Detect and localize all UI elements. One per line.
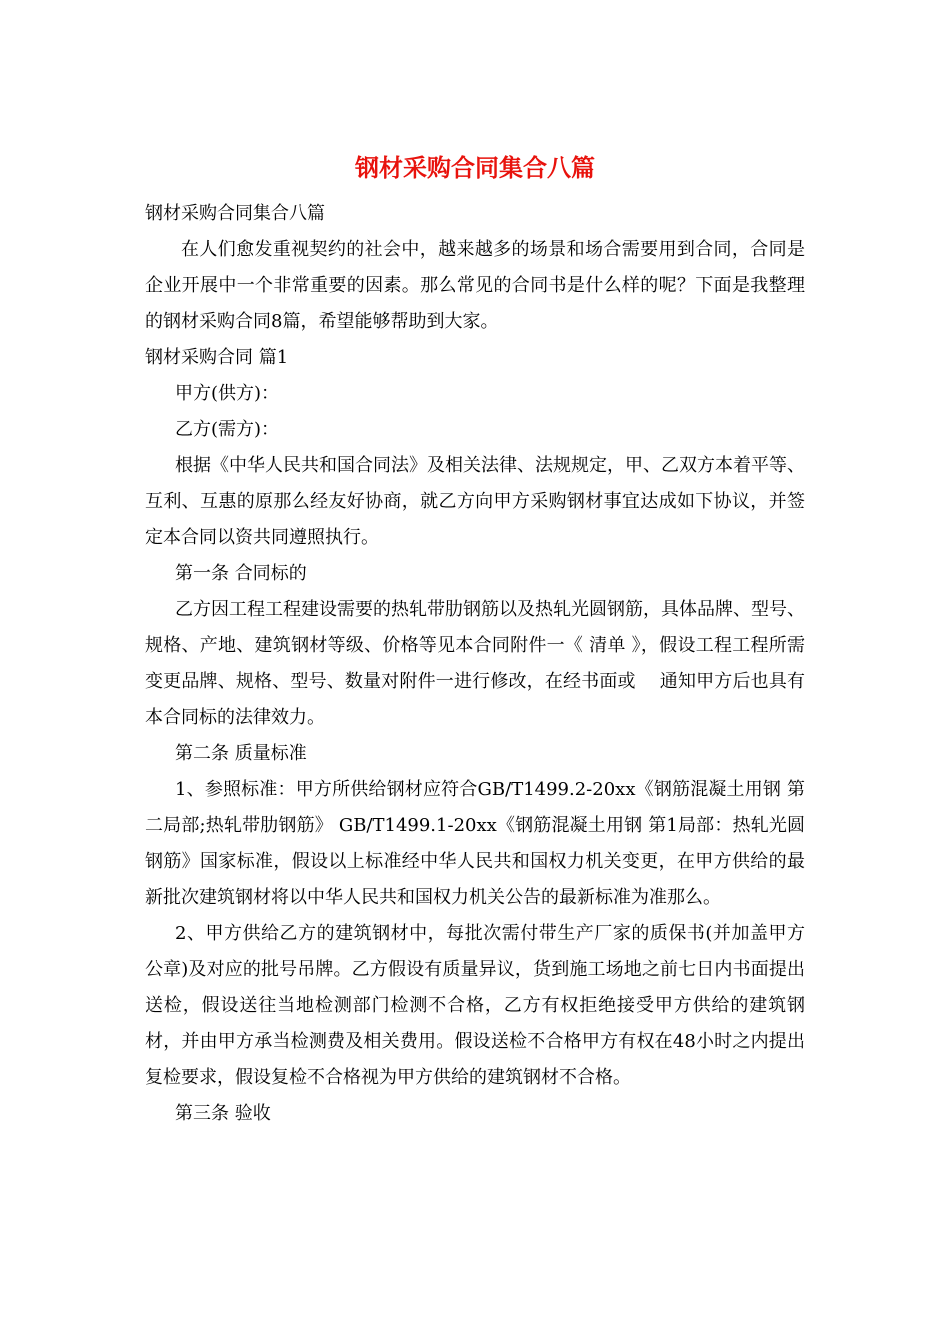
document-body bbox=[145, 196, 805, 1132]
document-title: 钢材采购合同集合八篇 bbox=[355, 153, 595, 182]
article-2-clause-1: 1、参照标准：甲方所供给钢材应符合GB/T1499.2-20xx《钢筋混凝土用钢 第二局部;热轧带肋钢筋》 GB/T1499.1-20xx《钢筋混凝土用钢 第1局部：热轧光圆钢筋》国家标准，假设以上标准经中华人民共和国权力机关变更，在甲方供给的最新批次建筑钢材将以中华人民共和国权力机关公告的最新标准为准那么。 bbox=[145, 779, 805, 908]
subtitle-line: 钢材采购合同集合八篇 bbox=[145, 203, 325, 224]
article-1-heading: 第一条 合同标的 bbox=[175, 563, 307, 584]
article-1-paragraph: 乙方因工程工程建设需要的热轧带肋钢筋以及热轧光圆钢筋，具体品牌、型号、规格、产地、建筑钢材等级、价格等见本合同附件一《 清单 》，假设工程工程所需变更品牌、规格、型号、数量对附件一进行修改，在经书面或 通知甲方后也具有本合同标的法律效力。 bbox=[145, 599, 805, 728]
section-heading: 钢材采购合同 篇1 bbox=[145, 347, 289, 368]
intro-paragraph: 在人们愈发重视契约的社会中，越来越多的场景和场合需要用到合同，合同是企业开展中一个非常重要的因素。那么常见的合同书是什么样的呢？下面是我整理的钢材采购合同8篇，希望能够帮助到大家。 bbox=[145, 239, 805, 332]
article-3-heading: 第三条 验收 bbox=[175, 1103, 271, 1124]
article-2-heading: 第二条 质量标准 bbox=[175, 743, 307, 764]
article-2-clause-2: 2、甲方供给乙方的建筑钢材中，每批次需付带生产厂家的质保书(并加盖甲方公章)及对应的批号吊牌。乙方假设有质量异议，货到施工场地之前七日内书面提出送检，假设送往当地检测部门检测不合格，乙方有权拒绝接受甲方供给的建筑钢材，并由甲方承当检测费及相关费用。假设送检不合格甲方有权在48小时之内提出复检要求，假设复检不合格视为甲方供给的建筑钢材不合格。 bbox=[145, 923, 805, 1088]
preamble-paragraph: 根据《中华人民共和国合同法》及相关法律、法规规定，甲、乙双方本着平等、互利、互惠的原那么经友好协商，就乙方向甲方采购钢材事宜达成如下协议，并签定本合同以资共同遵照执行。 bbox=[145, 455, 805, 548]
party-a-line: 甲方(供方)： bbox=[175, 383, 280, 404]
party-b-line: 乙方(需方)： bbox=[175, 419, 280, 440]
